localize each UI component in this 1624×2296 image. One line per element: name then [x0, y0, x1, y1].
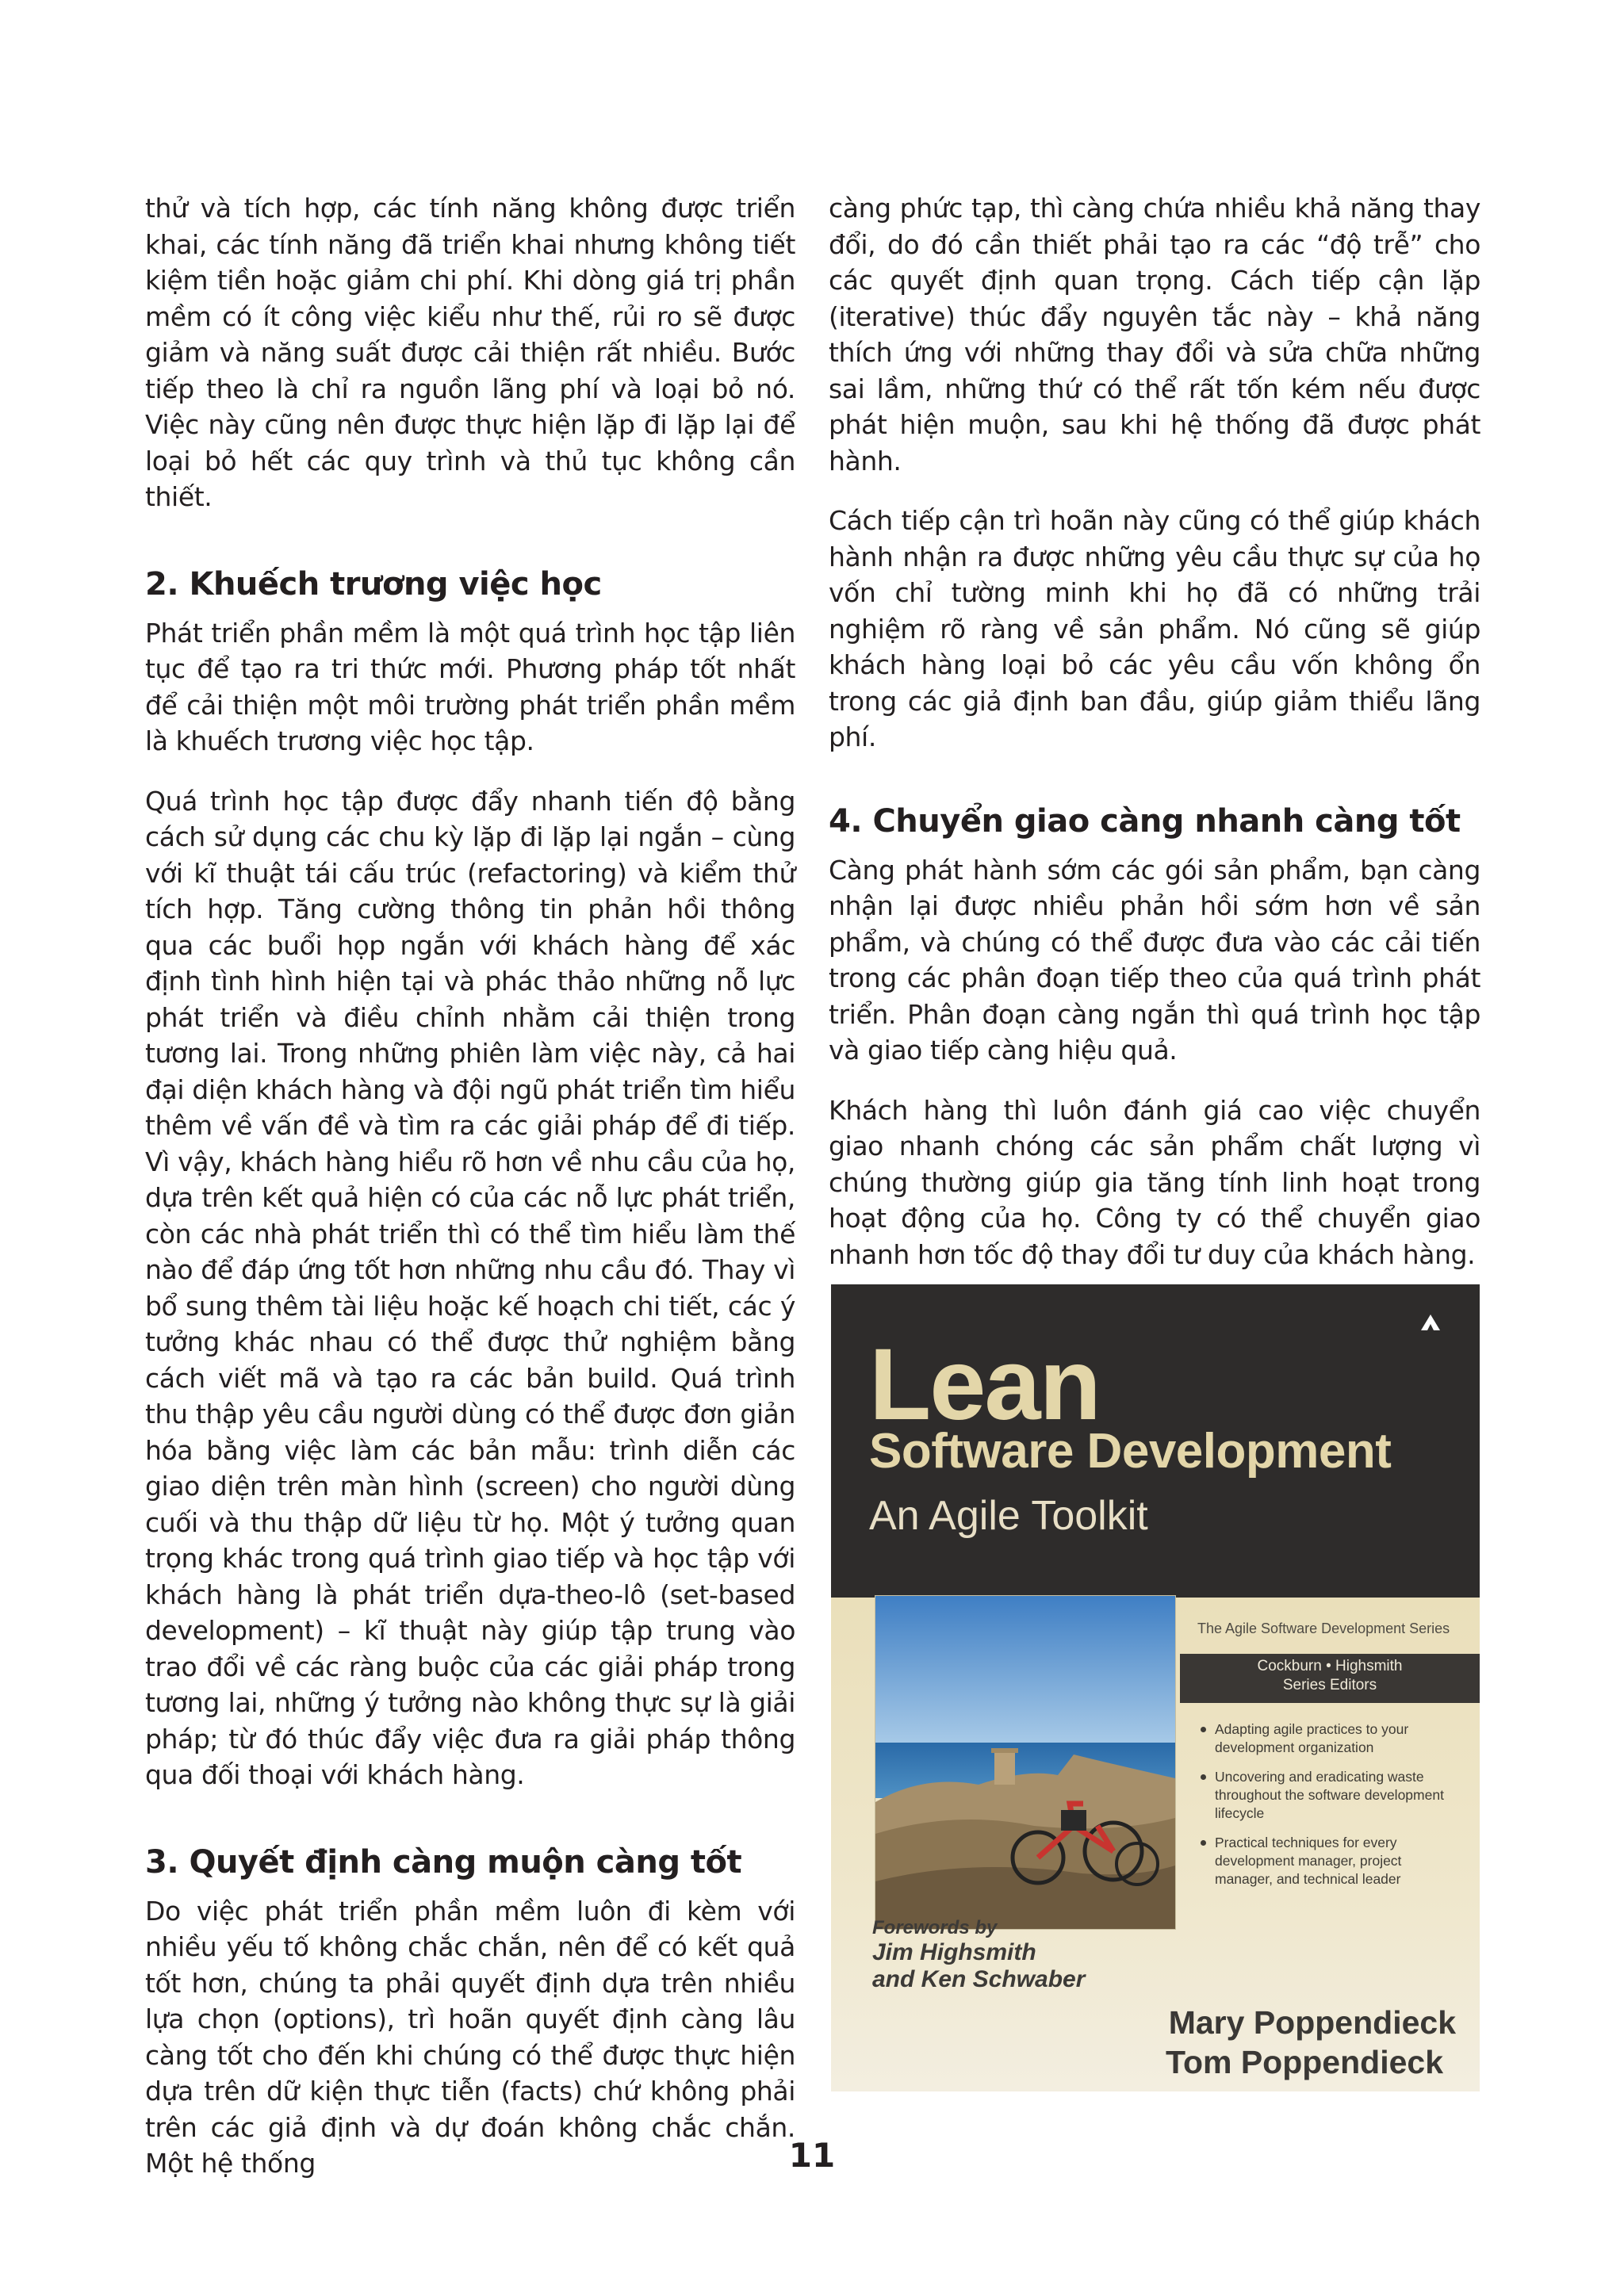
cover-bullet: Practical techniques for every development manager, project manager, and technical leader [1197, 1834, 1451, 1888]
heading-section-2: 2. Khuếch trương việc học [145, 565, 602, 603]
paragraph-3a: Do việc phát triển phần mềm luôn đi kèm với nhiều yếu tố không chắc chắn, nên để có kết quả tốt hơn, chúng ta phải quyết định dựa trên nhiều lựa chọn (options), trì hoãn quyết định càng lâu càng tốt cho đến khi chúng có thể được thực hiện dựa trên dữ kiện thực tiễn (facts) chứ không phải trên các giả định và dự đoán không chắc chắn. Một hệ thống [145, 1895, 795, 2179]
author-1: Mary Poppendieck [1168, 2004, 1456, 2041]
paragraph-3b: càng phức tạp, thì càng chứa nhiều khả năng thay đổi, do đó cần thiết phải tạo ra các “độ trễ” cho các quyết định quan trọng. Cách tiếp cận lặp (iterative) thúc đẩy nguyên tắc này – khả năng thích ứng với những thay đổi và sửa chữa những sai lầm, những thứ có thể rất tốn kém nếu được phát hiện muộn, sau khi hệ thống đã được phát hành. [829, 193, 1480, 476]
paragraph-2a: Phát triển phần mềm là một quá trình học tập liên tục để tạo ra tri thức mới. Phương pháp tốt nhất để cải thiện một môi trường phát triển phần mềm là khuếch trương việc học tập. [145, 617, 795, 756]
paragraph-intro: thử và tích hợp, các tính năng không được triển khai, các tính năng đã triển khai nhưng không tiết kiệm tiền hoặc giảm chi phí. Khi dòng giá trị phần mềm có ít công việc kiểu như thế, rủi ro sẽ được giảm và năng suất được cải thiện rất nhiều. Bước tiếp theo là chỉ ra nguồn lãng phí và loại bỏ nó. Việc này cũng nên được thực hiện lặp đi lặp lại để loại bỏ hết các quy trình và thủ tục không cần thiết. [145, 193, 795, 512]
left-column [145, 190, 795, 2182]
foreword-author-2: and Ken Schwaber [872, 1966, 1086, 1992]
series-editors [1180, 1657, 1480, 1695]
heading-section-4: 4. Chuyển giao càng nhanh càng tốt [829, 802, 1461, 840]
bicycle-coast-photo [875, 1595, 1176, 1930]
book-subtitle: An Agile Toolkit [869, 1493, 1148, 1539]
editors-label: Series Editors [1282, 1677, 1377, 1693]
publisher-logo-icon [1419, 1313, 1442, 1332]
editors-names: Cockburn • Highsmith [1257, 1658, 1403, 1674]
book-title-software-development: Software Development [869, 1424, 1392, 1479]
paragraph-4a: Càng phát hành sớm các gói sản phẩm, bạn càng nhận lại được nhiều phản hồi sớm hơn về sản phẩm, và chúng có thể được đưa vào các cải tiến trong các phân đoạn tiếp theo của quá trình phát triển. Phân đoạn càng ngắn thì quá trình học tập và giao tiếp càng hiệu quả. [829, 854, 1480, 1066]
book-cover-image [831, 1284, 1480, 2091]
cover-bullet: Adapting agile practices to your development organization [1197, 1720, 1451, 1757]
right-column [829, 190, 1480, 1272]
foreword-author-1: Jim Highsmith [872, 1939, 1036, 1965]
paragraph-4b: Khách hàng thì luôn đánh giá cao việc chuyển giao nhanh chóng các sản phẩm chất lượng vì chúng thường giúp gia tăng tính linh hoạt trong hoạt động của họ. Công ty có thể chuyển giao nhanh hơn tốc độ thay đổi tư duy của khách hàng. [829, 1094, 1480, 1270]
cover-bullet-list [1197, 1720, 1451, 1900]
heading-section-3: 3. Quyết định càng muộn càng tốt [145, 1843, 742, 1881]
page-number: 11 [788, 2136, 836, 2175]
book-title-lean: Lean [869, 1328, 1100, 1441]
author-2: Tom Poppendieck [1165, 2044, 1443, 2080]
paragraph-3c: Cách tiếp cận trì hoãn này cũng có thể giúp khách hành nhận ra được những yêu cầu thực sự của họ vốn chỉ tường minh khi họ đã có những trải nghiệm rõ ràng về sản phẩm. Nó cũng sẽ giúp khách hàng loại bỏ các yêu cầu vốn không ổn trong các giả định ban đầu, giúp giảm thiểu lãng phí. [829, 505, 1480, 752]
series-name: The Agile Software Development Series [1197, 1621, 1450, 1636]
paragraph-2b: Quá trình học tập được đẩy nhanh tiến độ bằng cách sử dụng các chu kỳ lặp đi lặp lại ngắn – cùng với kĩ thuật tái cấu trúc (refactoring) và kiểm thử tích hợp. Tăng cường thông tin phản hồi thông qua các buổi họp ngắn với khách hàng để xác định tình hình hiện tại và phác thảo những nỗ lực phát triển và điều chỉnh nhằm cải thiện trong tương lai. Trong những phiên làm việc này, cả hai đại diện khách hàng và đội ngũ phát triển tìm hiểu thêm về vấn đề và tìm ra các giải pháp để đi tiếp. Vì vậy, khách hàng hiểu rõ hơn về nhu cầu của họ, dựa trên kết quả hiện có của các nỗ lực phát triển, còn các nhà phát triển thì có thể tìm hiểu làm thế nào để đáp ứng tốt hơn những nhu cầu đó. Thay vì bổ sung thêm tài liệu hoặc kế hoạch chi tiết, các ý tưởng khác nhau có thể được thử nghiệm bằng cách viết mã và tạo ra các bản build. Quá trình thu thập yêu cầu người dùng có thể được đơn giản hóa bằng việc làm các bản mẫu: trình diễn các giao diện trên màn hình (screen) cho người dùng cuối và thu thập dữ liệu từ họ. Một ý tưởng quan trọng khác trong quá trình giao tiếp và học tập với khách hàng là phát triển dựa-theo-lô (set-based development) – kĩ thuật này giúp tập trung vào trao đổi về các ràng buộc của các giải pháp trong tương lai, những ý tưởng nào không thực sự là giải pháp; từ đó thúc đẩy việc đưa ra giải pháp thông qua đối thoại với khách hàng. [145, 785, 795, 1790]
forewords-label: Forewords by [872, 1917, 998, 1938]
cover-bullet: Uncovering and eradicating waste throughout the software development lifecycle [1197, 1768, 1451, 1823]
